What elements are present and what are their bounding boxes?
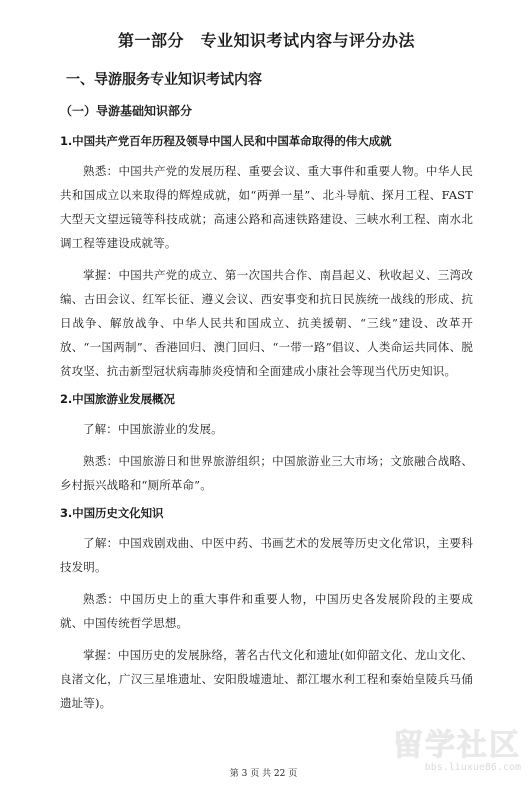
paragraph: 了解：中国旅游业的发展。 [83,422,223,436]
item-heading: 2.中国旅游业发展概况 [60,392,175,406]
item-2 [60,391,473,497]
paragraph: 掌握：中国历史的发展脉络，著名古代文化和遗址(如仰韶文化、龙山文化、良渚文化，广汉三星堆遗址、安阳殷墟遗址、都江堰水利工程和秦始皇陵兵马俑遗址等)。 [60,648,473,710]
page-number: 第 3 页 共 22 页 [229,769,298,779]
paragraph: 掌握：中国共产党的成立、第一次国共合作、南昌起义、秋收起义、三湾改编、古田会议、红军长征、遵义会议、西安事变和抗日民族统一战线的形成、抗日战争、解放战争、中华人民共和国成立、抗美援朝、“三线”建设、改革开放、“一国两制”、香港回归、澳门回归、“一带一路”倡议、人类命运共同体、脱贫攻坚、抗击新型冠状病毒肺炎疫情和全面建成小康社会等现当代历史知识。 [60,268,473,378]
item-heading: 3.中国历史文化知识 [60,506,164,520]
paragraph: 了解：中国戏剧戏曲、中医中药、书画艺术的发展等历史文化常识，主要科技发明。 [60,536,473,574]
paragraph: 熟悉：中国历史上的重大事件和重要人物，中国历史各发展阶段的主要成就、中国传统哲学思想。 [60,592,473,630]
watermark-logo-text: 留学社区 [393,728,521,763]
paragraph: 熟悉：中国共产党的发展历程、重要会议、重大事件和重要人物。中华人民共和国成立以来取得的辉煌成就，如“两弹一星”、北斗导航、探月工程、FAST大型天文望远镜等科技成就；高速公路和高速铁路建设、三峡水利工程、南水北调工程等建设成就等。 [60,164,473,250]
document-title: 第一部分 专业知识考试内容与评分办法 [117,31,415,50]
subsection-heading: （一）导游基础知识部分 [60,104,193,118]
watermark-logo [391,720,521,786]
item-3 [60,505,473,715]
section-heading: 一、导游服务专业知识考试内容 [66,72,262,88]
watermark-url: bbs.liuxue86.com [424,762,521,773]
item-1 [60,133,473,383]
paragraph: 熟悉：中国旅游日和世界旅游组织；中国旅游业三大市场；文旅融合战略、乡村振兴战略和“厕所革命”。 [60,454,473,492]
item-heading: 1.中国共产党百年历程及领导中国人民和中国革命取得的伟大成就 [60,134,392,148]
